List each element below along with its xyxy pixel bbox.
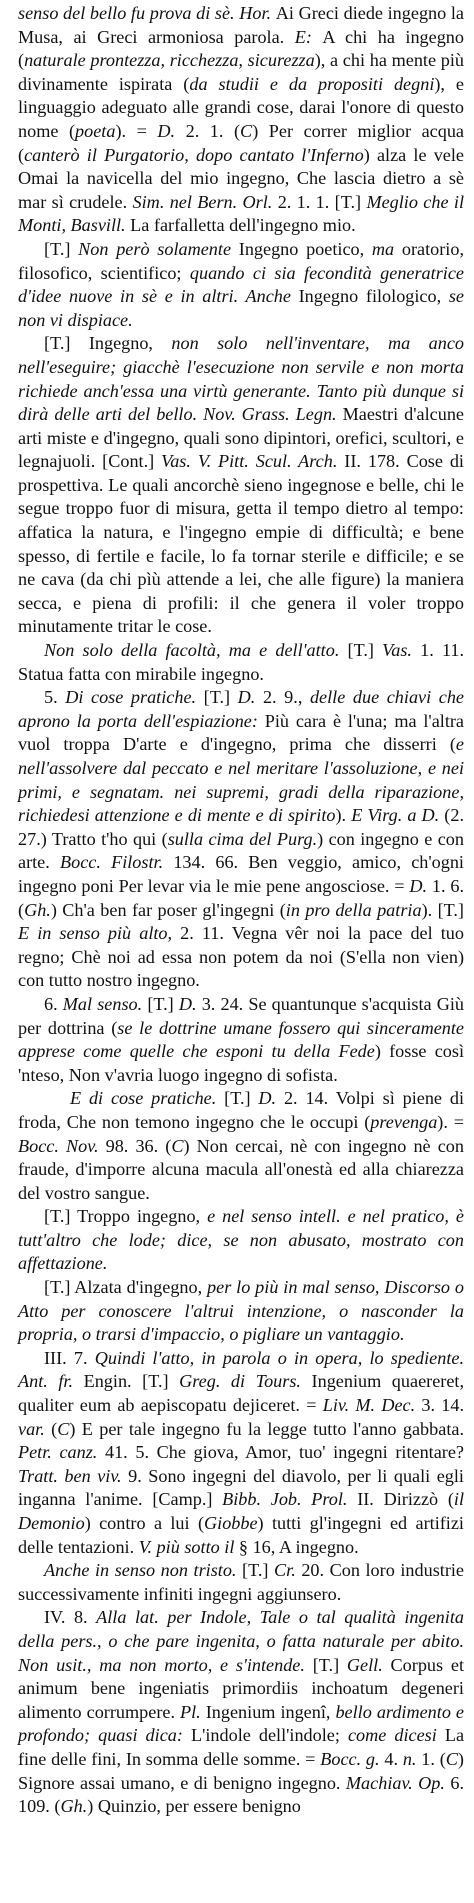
entry-paragraph — [18, 1606, 464, 1818]
text-run: Più cara è l'una; ma l'altra vuol troppa D'arte e d'ingegno, prima che disserri ( — [18, 710, 464, 755]
italic-text-run: e nel senso intell. e nel pratico, è tutt'altro che lode; dice, se non abusato, mostrato con affettazione. — [18, 1206, 464, 1274]
text-run: IV. 8. — [44, 1607, 97, 1628]
italic-text-run: C — [445, 1748, 458, 1769]
text-run: 2. 14. Volpi sì piene di froda, Che non temono ingegno che le occupi ( — [18, 1088, 465, 1132]
italic-text-run: Machiav. Op. — [345, 1772, 445, 1793]
text-run: ), a chi ha mente più divinamente ispirata ( — [18, 50, 464, 94]
text-run: ). = — [115, 120, 158, 141]
italic-text-run: E di cose pratiche. — [70, 1088, 217, 1109]
text-run: 41. 5. Che giova, Amor, tuo' ingegni ritentare? — [97, 1442, 464, 1463]
text-run: A chi ha ingegno ( — [18, 26, 464, 71]
italic-text-run: ma — [371, 238, 395, 259]
italic-text-run: come dicesi — [347, 1725, 437, 1746]
italic-text-run: Greg. di Tours. — [179, 1371, 301, 1392]
italic-text-run: Bocc. g. — [320, 1748, 380, 1769]
text-run: [T.] — [196, 687, 238, 708]
italic-text-run: Pl. — [180, 1701, 201, 1722]
text-run: 1. 11. Statua fatta con mirabile ingegno. — [18, 640, 465, 684]
text-run: ) alza le vele Omai la navicella del mio ingegno, Che lascia dietro a sè mar sì crudele. — [18, 144, 465, 212]
italic-text-run: Bocc. Nov. — [18, 1135, 99, 1156]
text-run: [T.] — [216, 1088, 259, 1109]
italic-text-run: Gh. — [60, 1796, 88, 1817]
italic-text-run: da studii e da propositi degni — [189, 73, 435, 94]
text-run: [T.] — [236, 1560, 275, 1581]
text-run: 134. 66. Ben veggio, amico, ch'ogni ingegno poni Per levar via le mie pene angosciose. = — [18, 852, 464, 896]
italic-text-run: il Demonio — [18, 1489, 464, 1533]
italic-text-run: Anche in senso non tristo. — [44, 1560, 237, 1581]
italic-text-run: naturale prontezza, ricchezza, sicurezza — [24, 50, 315, 71]
text-run: 1. 6. ( — [18, 875, 465, 920]
text-run: II. Dirizzò ( — [347, 1489, 454, 1510]
entry-paragraph — [18, 1347, 464, 1559]
italic-text-run: Alla lat. per Indole, Tale o tal qualità ingenita della pers., o che pare ingenita, o fatta naturale per abito. Non usit., ma non morto, e s'intende. — [18, 1607, 464, 1675]
text-run: 5. — [44, 687, 66, 708]
italic-text-run: prevenga — [370, 1111, 438, 1132]
italic-text-run: V. più sotto il — [138, 1536, 235, 1557]
text-run: Ingenium ingenî, — [200, 1701, 336, 1722]
italic-text-run: canterò il Purgatorio, dopo cantato l'Inferno — [24, 144, 364, 165]
italic-text-run: E Virg. a D. — [351, 805, 440, 826]
italic-text-run: quando ci sia fecondità generatrice d'idee nuove in sè e in altri. Anche — [18, 262, 464, 307]
italic-text-run: Di cose pratiche. — [65, 687, 197, 708]
italic-text-run: in pro della patria — [285, 899, 422, 920]
italic-text-run: E in senso più alto, — [18, 923, 173, 944]
italic-text-run: delle due chiavi che aprono la porta dell'espiazione: — [18, 687, 464, 731]
italic-text-run: se non vi dispiace. — [18, 286, 464, 330]
text-run: ), e linguaggio adeguato alle grandi cose, darai l'onore di questo nome ( — [18, 73, 464, 141]
text-run: ). — [335, 805, 352, 826]
text-run: ) con ingegno e con arte. — [18, 828, 464, 873]
text-run: ) E per tale ingegno fu la legge tutto l'anno gabbata. — [69, 1418, 464, 1439]
text-run: Ingenium quaereret, qualiter eum ab aepiscopatu dejiceret. = — [18, 1371, 464, 1416]
text-run: [T.] Troppo ingegno, — [44, 1206, 208, 1227]
text-run: 2. 9., — [255, 687, 310, 708]
text-run: Engin. [T.] — [73, 1371, 180, 1392]
text-run: ) tutti gl'ingegni ed artifizi delle tentazioni. — [18, 1513, 464, 1557]
text-run: 3. 14. — [415, 1395, 465, 1416]
text-run: [T.] — [339, 640, 383, 661]
italic-text-run: Cr. — [274, 1560, 296, 1581]
italic-text-run: D. — [178, 993, 197, 1014]
text-run: ). = — [437, 1111, 464, 1132]
italic-text-run: Vas. V. Pitt. Scul. Arch. — [161, 451, 338, 472]
entry-paragraph — [18, 2, 464, 238]
entry-paragraph — [18, 686, 464, 993]
italic-text-run: var. — [18, 1418, 45, 1439]
text-run: ) Signore assai umano, e di benigno ingegno. — [18, 1748, 464, 1793]
italic-text-run: D. — [258, 1088, 277, 1109]
text-run: oratorio, filosofico, scientifico; — [18, 238, 464, 283]
italic-text-run: Petr. canz. — [18, 1442, 98, 1463]
text-run: 3. 24. Se quantunque s'acquista Giù per dottrina ( — [18, 993, 465, 1038]
entry-paragraph — [18, 1559, 464, 1606]
italic-text-run: Giobbe — [204, 1513, 258, 1533]
text-run: 2. 11. Vegna vêr noi la pace del tuo regno; Chè noi ad essa non potem da noi (S'ella non vien) con tutto nostro ingegno. — [18, 923, 464, 991]
entry-paragraph — [18, 1087, 464, 1205]
text-run: ) contro a lui ( — [84, 1513, 204, 1533]
italic-text-run: Gh. — [24, 899, 51, 920]
italic-text-run: bello ardimento e profondo; quasi dica: — [18, 1701, 464, 1746]
italic-text-run: poeta — [75, 120, 116, 141]
text-run: ) Quinzio, per essere benigno — [87, 1796, 301, 1817]
text-run: ) Ch'a ben far poser gl'ingegni ( — [50, 899, 286, 920]
italic-text-run: sulla cima del Purg. — [167, 828, 318, 849]
italic-text-run: Tratt. ben viv. — [18, 1465, 122, 1486]
italic-text-run: E: — [294, 26, 323, 47]
text-run: Ingegno filologico, — [290, 286, 449, 307]
italic-text-run: non solo nell'inventare, ma anco nell'eseguire; giacchè l'esecuzione non servile e non morta richiede anch'essa una virtù generante. Tanto più dunque si dirà delle arti del bello. Nov. Grass. Legn. — [18, 333, 464, 425]
text-run: L'indole dell'indole; — [182, 1725, 348, 1746]
text-run: Ingegno poetico, — [231, 238, 372, 259]
text-run: 2. 1. 1. [T.] — [272, 191, 367, 212]
entry-paragraph — [18, 993, 464, 1087]
italic-text-run: e nell'assolvere dal peccato e nel meritare l'assoluzione, e nei primi, e segnatam. nei supremi, gradi della riparazione, richiedesi attenzione e di mente e di spirito — [18, 734, 464, 826]
italic-text-run: C — [171, 1135, 184, 1156]
italic-text-run: C — [240, 120, 253, 141]
text-run: [T.] Ingegno, — [44, 333, 172, 354]
text-run: 4. — [379, 1748, 403, 1769]
text-run: 1. ( — [416, 1748, 446, 1769]
entry-paragraph — [18, 639, 464, 686]
text-run: 6. 109. ( — [18, 1772, 465, 1817]
text-run: ) fosse così 'nteso, Non v'avria luogo ingegno di sofista. — [18, 1041, 464, 1085]
text-run: [T.] — [44, 238, 79, 259]
text-run: ). [T.] — [421, 899, 464, 920]
italic-text-run: Bibb. Job. Prol. — [222, 1489, 348, 1510]
italic-text-run: C — [57, 1418, 70, 1439]
text-run: [T.] Alzata d'ingegno, — [44, 1277, 208, 1298]
text-run: 2. 1. ( — [175, 120, 241, 141]
italic-text-run: D. — [409, 875, 428, 896]
text-run: [T.] — [304, 1654, 347, 1675]
italic-text-run: Bocc. Filostr. — [60, 852, 164, 873]
entry-paragraph — [18, 1276, 464, 1347]
text-run: 98. 36. ( — [98, 1135, 172, 1156]
italic-text-run: Gell. — [346, 1654, 383, 1675]
italic-text-run: Sim. nel Bern. Orl. — [132, 191, 273, 212]
entry-paragraph — [18, 1205, 464, 1276]
text-run: [T.] — [142, 993, 179, 1014]
text-run: Corpus et animum bene ingeniatis primordiis inchoatum degeneri alimento corrumpere. — [18, 1654, 464, 1722]
text-run: 9. Sono ingegni del diavolo, per li quali egli inganna l'anime. [Camp.] — [18, 1465, 464, 1510]
text-run: Ai Greci diede ingegno la Musa, ai Greci armoniosa parola. — [18, 3, 464, 47]
text-run: ) Per correr miglior acqua ( — [18, 120, 465, 165]
entry-paragraph — [18, 238, 464, 332]
text-run: 20. Con loro industrie successivamente infiniti ingegni aggiunsero. — [18, 1560, 465, 1604]
italic-text-run: Meglio che il Monti, Basvill. — [18, 191, 464, 236]
text-run: II. 178. Cose di prospettiva. Le quali ancorchè sieno ingegnose e belle, chi le segue troppo fuor di misura, getta il tempo dietro al tempo: affatica la natura, e l'ingegno empie di difficultà; e bene spesso, di fertile e facile, lo fa tornar sterile e difficile; e se ne cava (da chi pìù attende a lei, che alle figure) la maniera secca, e piena di profili: il che genera il voler troppo minutamente tritar le cose. — [18, 451, 464, 637]
entry-paragraph — [18, 332, 464, 639]
text-run: Maestri d'alcune arti miste e d'ingegno, quali sono dipintori, orefici, scultori, e legnajuoli. [Cont.] — [18, 404, 465, 472]
text-run: ( — [44, 1418, 58, 1439]
italic-text-run: Liv. M. Dec. — [322, 1395, 416, 1416]
italic-text-run: Non solo della facoltà, ma e dell'atto. — [44, 640, 340, 661]
italic-text-run: per lo più in mal senso, Discorso o Atto per conoscere l'altrui intenzione, o nasconder la propria, o trarsi d'impaccio, o pigliare un vantaggio. — [18, 1277, 464, 1345]
italic-text-run: Mal senso. — [62, 993, 143, 1014]
text-run: 6. — [44, 993, 63, 1014]
italic-text-run: D. — [237, 687, 256, 708]
text-run: (2. 27.) Tratto t'ho qui ( — [18, 805, 464, 849]
italic-text-run: senso del bello fu prova di sè. Hor. — [18, 3, 276, 23]
italic-text-run: se le dottrine umane fossero qui sinceramente apprese come quelle che esponi tu della Fede — [18, 1017, 464, 1062]
text-run: § 16, A ingegno. — [234, 1536, 359, 1557]
italic-text-run: Vas. — [382, 640, 412, 661]
text-run: III. 7. — [44, 1347, 95, 1368]
text-run: ) Non cercai, nè con ingegno nè con fraude, d'imporre alcuna macula all'onestà ed alla chiarezza del vostro sangue. — [18, 1135, 464, 1203]
text-run: La farfalletta dell'ingegno mio. — [125, 215, 356, 236]
italic-text-run: Non però solamente — [78, 238, 232, 259]
italic-text-run: D. — [157, 120, 176, 141]
italic-text-run: n. — [402, 1748, 417, 1769]
text-run: La fine delle fini, In somma delle somme. = — [18, 1725, 465, 1769]
italic-text-run: Quindi l'atto, in parola o in opera, lo spediente. Ant. fr. — [18, 1347, 464, 1392]
